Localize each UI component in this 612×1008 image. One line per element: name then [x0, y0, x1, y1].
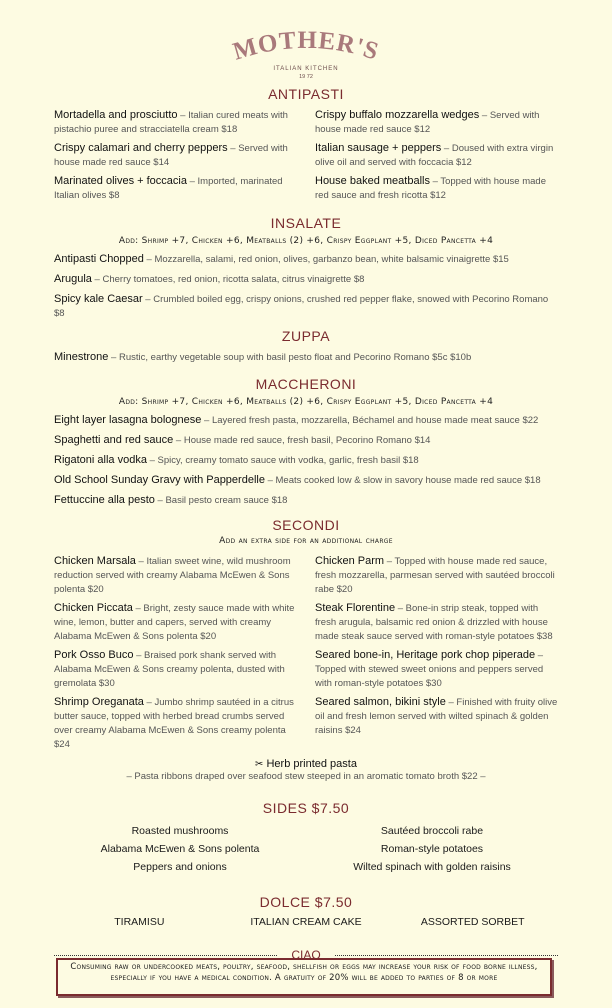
- secondi-note: Add an extra side for an additional charge: [219, 536, 393, 546]
- sides-left-column: [54, 822, 306, 876]
- side-item: Roman-style potatoes: [380, 843, 484, 855]
- menu-item: Pork Osso Buco – Braised pork shank served with Alabama McEwen & Sons creamy polenta, dusted with gremolata $30: [54, 649, 285, 689]
- secondi-title: SECONDI: [272, 517, 340, 533]
- menu-item: Marinated olives + foccacia – Imported, marinated Italian olives $8: [54, 175, 283, 201]
- dessert-item: ITALIAN CREAM CAKE: [250, 916, 362, 928]
- menu-item: Steak Florentine – Bone-in strip steak, topped with fresh arugula, balsamic red onion & drizzled with house made steak sauce served with roman-style potatoes $38: [315, 602, 553, 642]
- food-safety-disclaimer: Consuming raw or undercooked meats, poultry, seafood, shellfish or eggs may increase your risk of food borne illness, especially if you have a medical condition. A gratuity of 20% will be added to parties of 8 or more: [56, 958, 552, 996]
- menu-item: Seared bone-in, Heritage pork chop piperade – Topped with stewed sweet onions and peppers served with roman-style potatoes $30: [315, 649, 544, 689]
- antipasti-list: [0, 108, 612, 207]
- restaurant-logo: [0, 0, 612, 82]
- logo-name: MOTHER'S: [230, 26, 383, 66]
- secondi-right-column: [315, 554, 558, 756]
- sides-right-column: [306, 822, 558, 876]
- featured-dish-desc: – Pasta ribbons draped over seafood stew steeped in an aromatic tomato broth $22 –: [126, 771, 486, 782]
- dolce-title: DOLCE $7.50: [259, 894, 353, 910]
- insalate-list: [0, 252, 612, 320]
- menu-item: Minestrone – Rustic, earthy vegetable soup with basil pesto float and Pecorino Romano $5c $10b: [54, 351, 472, 363]
- logo-year: 19 72: [299, 74, 313, 80]
- chef-knife-icon: ✂: [255, 759, 264, 770]
- maccheroni-list: [0, 413, 612, 507]
- menu-item: Chicken Piccata – Bright, zesty sauce made with white wine, lemon, butter and capers, served with creamy Alabama McEwen & Sons polenta $20: [54, 602, 295, 642]
- insalate-addons: Add: Shrimp +7, Chicken +6, Meatballs (2) +6, Crispy Eggplant +5, Diced Pancetta +4: [118, 236, 494, 246]
- featured-dish-name: ✂ Herb printed pasta: [255, 758, 357, 770]
- dessert-item: TIRAMISU: [114, 916, 165, 928]
- menu-item: Crispy buffalo mozzarella wedges – Served with house made red sauce $12: [315, 109, 540, 135]
- zuppa-title: ZUPPA: [281, 328, 331, 344]
- menu-item: Fettuccine alla pesto – Basil pesto cream sauce $18: [54, 494, 288, 506]
- menu-item: Spaghetti and red sauce – House made red sauce, fresh basil, Pecorino Romano $14: [54, 434, 431, 446]
- secondi-list: [0, 554, 612, 756]
- menu-item: Crispy calamari and cherry peppers – Served with house made red sauce $14: [54, 142, 288, 168]
- zuppa-list: [0, 350, 612, 364]
- menu-item: Rigatoni alla vodka – Spicy, creamy tomato sauce with vodka, garlic, fresh basil $18: [54, 454, 419, 466]
- side-item: Wilted spinach with golden raisins: [353, 861, 511, 873]
- sides-list: [0, 822, 612, 876]
- sides-title: SIDES $7.50: [262, 800, 350, 816]
- maccheroni-addons: Add: Shrimp +7, Chicken +6, Meatballs (2) +6, Crispy Eggplant +5, Diced Pancetta +4: [118, 397, 494, 407]
- menu-item: Chicken Marsala – Italian sweet wine, wild mushroom reduction served with creamy Alabama McEwen & Sons polenta $20: [54, 555, 291, 595]
- dessert-item: ASSORTED SORBET: [420, 916, 525, 928]
- maccheroni-title: MACCHERONI: [255, 376, 357, 392]
- logo-mark: [221, 24, 391, 82]
- menu-item: Italian sausage + peppers – Doused with extra virgin olive oil and served with foccacia $12: [315, 142, 554, 168]
- menu-item: House baked meatballs – Topped with house made red sauce and fresh ricotta $12: [315, 175, 546, 201]
- divider-line: [54, 955, 277, 956]
- antipasti-right-column: [315, 108, 558, 207]
- menu-item: Eight layer lasagna bolognese – Layered fresh pasta, mozzarella, Béchamel and house made meat sauce $22: [54, 414, 539, 426]
- side-item: Alabama McEwen & Sons polenta: [100, 843, 260, 855]
- side-item: Roasted mushrooms: [131, 825, 229, 837]
- insalate-title: INSALATE: [270, 215, 342, 231]
- secondi-left-column: [54, 554, 297, 756]
- menu-item: Spicy kale Caesar – Crumbled boiled egg, crispy onions, crushed red pepper flake, snowed with Pecorino Romano $8: [54, 293, 549, 319]
- menu-item: Old School Sunday Gravy with Papperdelle – Meats cooked low & slow in savory house made red sauce $18: [54, 474, 541, 486]
- side-item: Peppers and onions: [133, 861, 227, 873]
- menu-item: Arugula – Cherry tomatoes, red onion, ricotta salata, citrus vinaigrette $8: [54, 273, 365, 285]
- menu-item: Antipasti Chopped – Mozzarella, salami, red onion, olives, garbanzo bean, white balsamic vinaigrette $15: [54, 253, 509, 265]
- menu-item: Mortadella and prosciutto – Italian cured meats with pistachio puree and stracciatella cream $18: [54, 109, 288, 135]
- logo-tagline: ITALIAN KITCHEN: [273, 66, 339, 72]
- menu-item: Chicken Parm – Topped with house made red sauce, fresh mozzarella, parmesan served with sautéed broccoli rabe $20: [315, 555, 555, 595]
- dolce-list: [0, 916, 612, 928]
- menu-item: Seared salmon, bikini style – Finished with fruity olive oil and fresh lemon served with wilted spinach & golden raisins $24: [315, 696, 558, 736]
- antipasti-title: ANTIPASTI: [268, 86, 344, 102]
- svg-text:MOTHER'S: [230, 27, 382, 66]
- ciao-text: CIAO: [291, 948, 321, 962]
- divider-line: [335, 955, 558, 956]
- menu-item: Shrimp Oreganata – Jumbo shrimp sautéed in a citrus butter sauce, topped with herbed bread crumbs served over creamy Alabama McEwen & Sons creamy polenta $24: [54, 696, 294, 750]
- antipasti-left-column: [54, 108, 297, 207]
- featured-dish: [0, 758, 612, 782]
- side-item: Sautéed broccoli rabe: [380, 825, 484, 837]
